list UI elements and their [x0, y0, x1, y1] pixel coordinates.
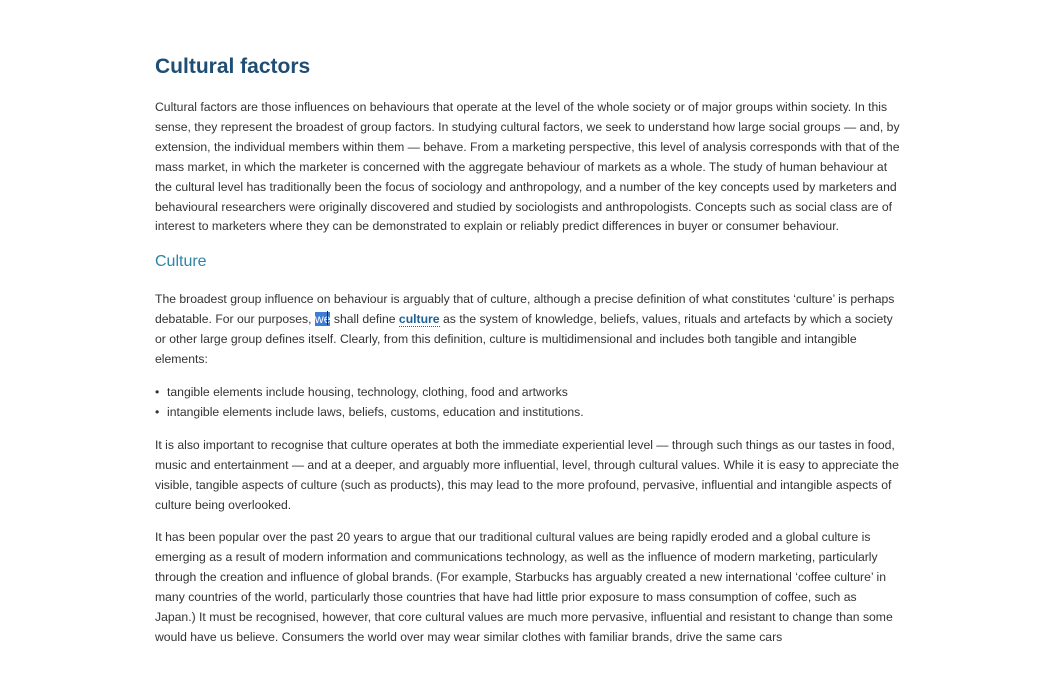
paragraph-text: as the system of knowledge, beliefs, values, rituals and artefacts by which a society or other large group defines itself. Clearly, from this definition, culture is multidimensional and includes both tangible and intangible elements:	[155, 312, 893, 367]
experiential-level-paragraph: It is also important to recognise that culture operates at both the immediate experiential level — through such things as our tastes in food, music and entertainment — and at a deeper, and arguably more influential, level, through cultural values. While it is easy to appreciate the visible, tangible aspects of culture (such as products), this may lead to the more profound, pervasive, influential and intangible aspects of culture being overlooked.	[155, 437, 899, 512]
list-item: • tangible elements include housing, technology, clothing, food and artworks	[155, 383, 900, 403]
culture-definition-paragraph	[155, 290, 900, 370]
elements-list	[155, 383, 900, 423]
list-item: • intangible elements include laws, beliefs, customs, education and institutions.	[155, 403, 900, 423]
subsection-title: Culture	[155, 253, 207, 271]
paragraph-text: The broadest group influence on behaviour is arguably that of culture, although a precise definition of what constitutes ‘culture’ is perhaps debatable. For our purposes,	[155, 292, 895, 327]
keyterm-culture-link[interactable]: culture	[398, 312, 440, 327]
selected-text[interactable]: we	[314, 312, 331, 327]
intro-paragraph: Cultural factors are those influences on behaviours that operate at the level of the whole society or of major groups within society. In this sense, they represent the broadest of group factors. In studying cultural factors, we seek to understand how large social groups — and, by extension, the individual members within them — behave. From a marketing perspective, this level of analysis corresponds with that of the mass market, in which the marketer is concerned with the aggregate behaviour of markets as a whole. The study of human behaviour at the cultural level has traditionally been the focus of sociology and anthropology, and a number of the key concepts used by marketers and behavioural researchers were originally discovered and studied by sociologists and anthropologists. Concepts such as social class are of interest to marketers where they can be demonstrated to explain or reliably predict differences in buyer or consumer behaviour.	[155, 100, 900, 234]
section-title: Cultural factors	[155, 55, 311, 78]
paragraph-text: shall define	[330, 312, 399, 327]
document-page	[155, 52, 900, 661]
global-culture-paragraph: It has been popular over the past 20 years to argue that our traditional cultural values are being rapidly eroded and a global culture is emerging as a result of modern information and communications technology, as well as the influence of modern marketing, particularly through the creation and influence of global brands. (For example, Starbucks has arguably created a new international ‘coffee culture’ in many countries of the world, particularly those countries that have had little prior exposure to mass consumption of coffee, such as Japan.) It must be recognised, however, that core cultural values are much more pervasive, influential and resistant to change than some would have us believe. Consumers the world over may wear similar clothes with familiar brands, drive the same cars	[155, 530, 893, 644]
